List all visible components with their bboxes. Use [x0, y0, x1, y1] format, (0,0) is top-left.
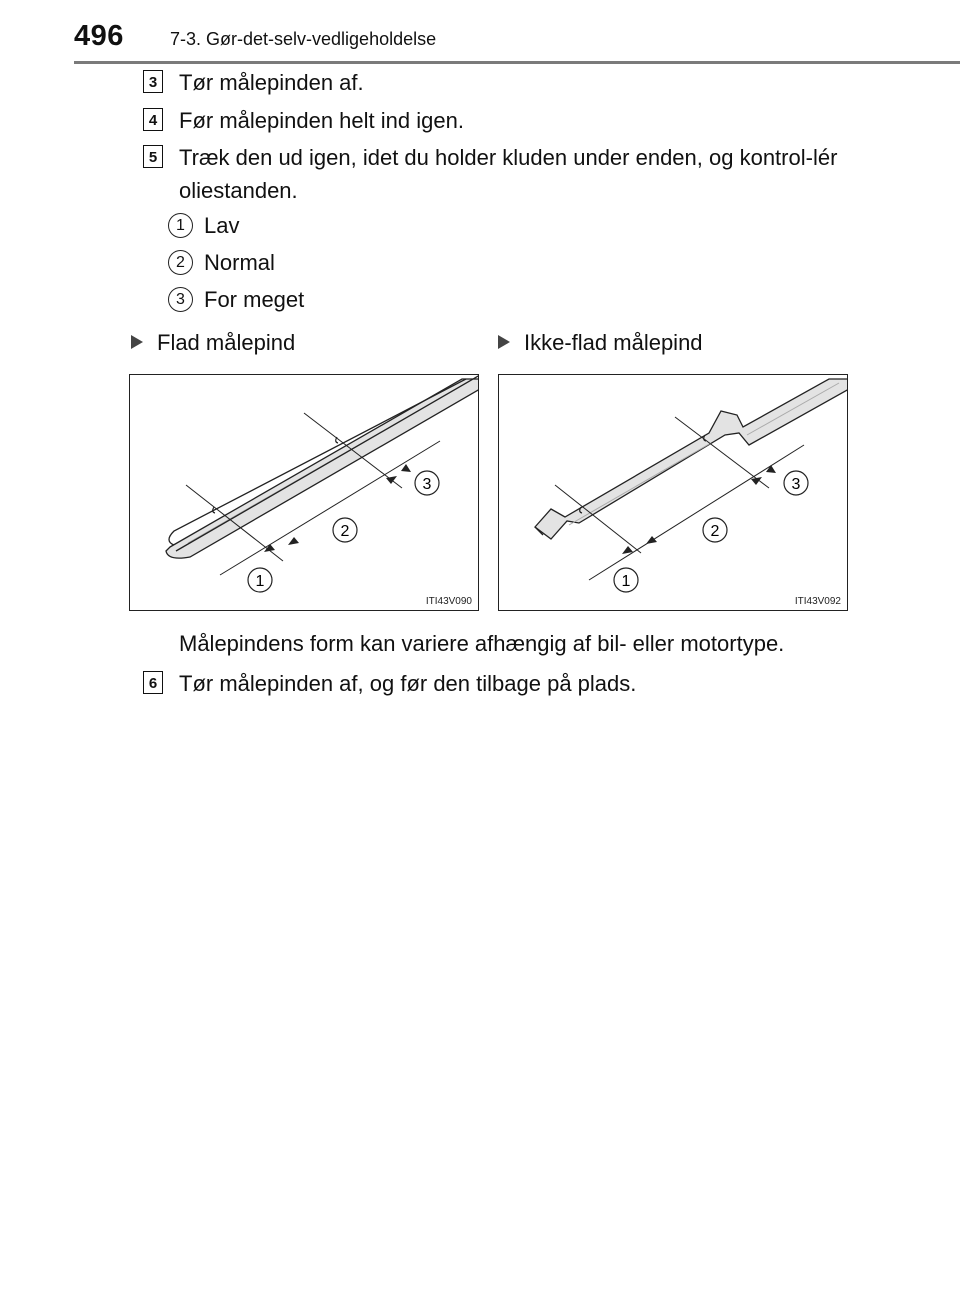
level-label: Lav — [204, 213, 240, 238]
step-number: 6 — [143, 671, 163, 694]
step-text: Træk den ud igen, idet du holder kluden under enden, og kontrol-lér oliestanden. — [179, 145, 838, 203]
figure-non-flat-dipstick — [498, 374, 848, 611]
callout-1: 1 — [255, 573, 265, 590]
figure-code: ITI43V092 — [794, 596, 841, 607]
step-5 — [143, 141, 863, 207]
callout-1: 1 — [621, 573, 631, 590]
figure-code: ITI43V090 — [425, 596, 472, 607]
step-4 — [143, 104, 903, 137]
triangle-bullet-icon — [131, 335, 143, 349]
callout-2: 2 — [710, 523, 720, 540]
variant-title: Ikke-flad målepind — [524, 330, 703, 355]
step-number: 4 — [143, 108, 163, 131]
callout-number: 2 — [168, 250, 193, 275]
callout-3: 3 — [791, 476, 801, 493]
callout-number: 3 — [168, 287, 193, 312]
figure-flat-dipstick — [129, 374, 479, 611]
page-number: 496 — [74, 20, 124, 52]
level-label: For meget — [204, 287, 305, 312]
non-flat-dipstick-illustration — [499, 375, 848, 611]
step-text: Før målepinden helt ind igen. — [179, 108, 464, 133]
figure-note: Målepindens form kan variere afhængig af bil- eller motortype. — [179, 631, 785, 656]
header-rule — [74, 61, 960, 64]
step-number: 5 — [143, 145, 163, 168]
callout-3: 3 — [422, 476, 432, 493]
callout-number: 1 — [168, 213, 193, 238]
variant-title: Flad målepind — [157, 330, 296, 355]
level-label: Normal — [204, 250, 275, 275]
flat-dipstick-illustration — [130, 375, 479, 611]
triangle-bullet-icon — [498, 335, 510, 349]
callout-2: 2 — [340, 523, 350, 540]
step-text: Tør målepinden af. — [179, 70, 364, 95]
step-text: Tør målepinden af, og før den tilbage på plads. — [179, 671, 637, 696]
variant-heading-flat — [131, 330, 295, 356]
step-3 — [143, 66, 903, 99]
step-6 — [143, 667, 903, 700]
step-number: 3 — [143, 70, 163, 93]
variant-heading-non-flat — [498, 330, 703, 356]
section-title: 7-3. Gør-det-selv-vedligeholdelse — [170, 29, 437, 49]
